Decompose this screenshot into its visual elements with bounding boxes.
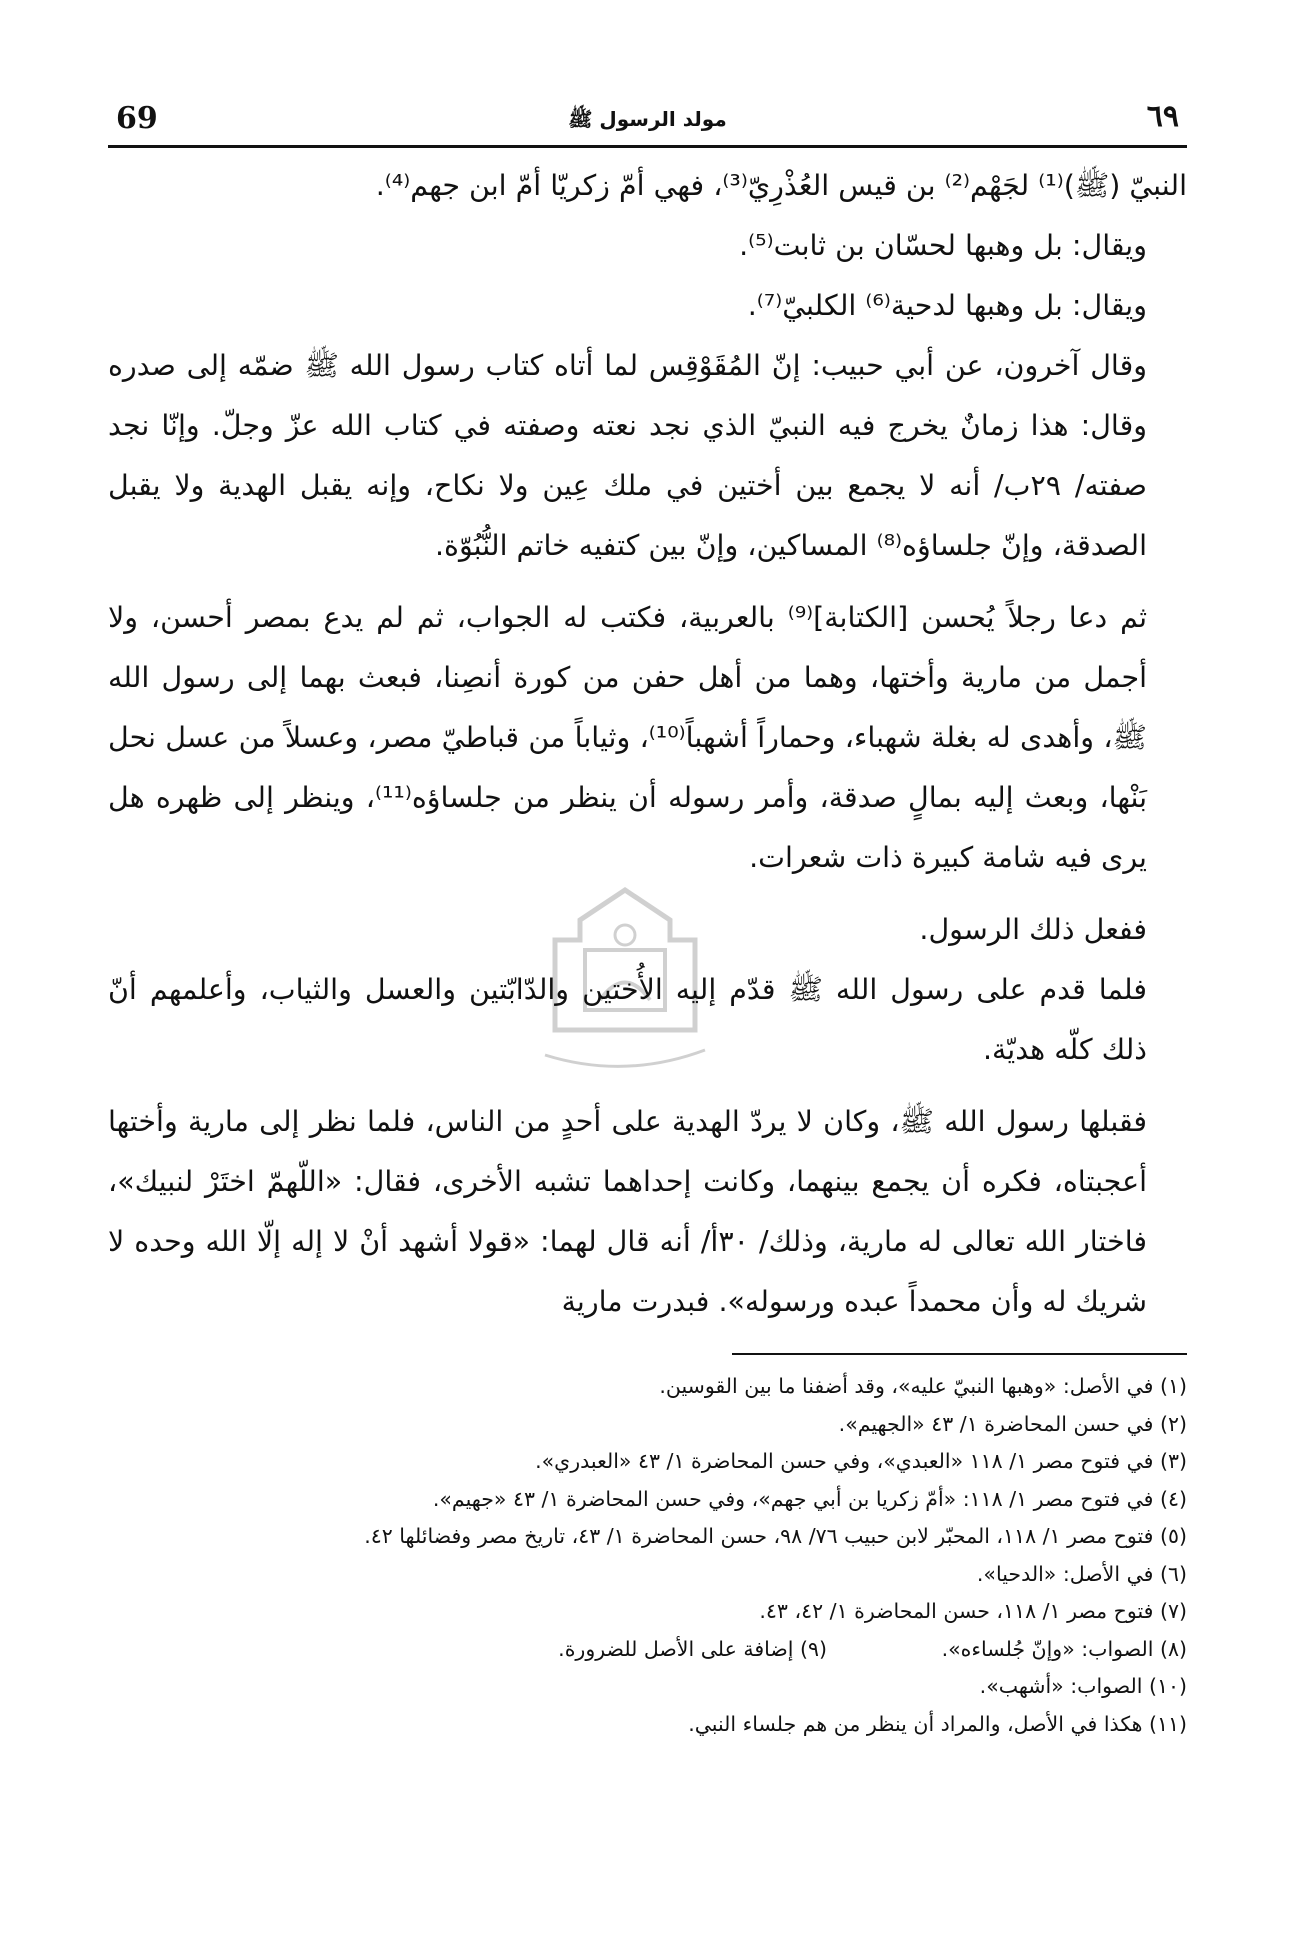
footnote-separator bbox=[732, 1353, 1187, 1355]
body-text bbox=[108, 156, 1187, 1332]
paragraph: النبيّ (ﷺ)⁽¹⁾ لجَهْم⁽²⁾ بن قيس العُذْرِيّ⁽³⁾، فهي أمّ زكريّا أمّ ابن جهم⁽⁴⁾. bbox=[375, 169, 1187, 202]
footnote: (١١) هكذا في الأصل، والمراد أن ينظر من هم جلساء النبي. bbox=[688, 1711, 1187, 1736]
watermark-emblem bbox=[530, 880, 720, 1090]
footnote: (٢) في حسن المحاضرة ١/ ٤٣ «الجهيم». bbox=[838, 1411, 1187, 1436]
paragraph: وقال آخرون، عن أبي حبيب: إنّ المُقَوْقِس لما أتاه كتاب رسول الله ﷺ ضمّه إلى صدره وقال: هذا زمانٌ يخرج فيه النبيّ الذي نجد نعته وصفته في كتاب الله عزّ وجلّ. وإنّا نجد صفته/ ٢٩ب/ أنه لا يجمع بين أختين في ملك عِين ولا نكاح، وإنه يقبل الهدية ولا يقبل الصدقة، وإنّ جلساؤه⁽⁸⁾ المساكين، وإنّ بين كتفيه خاتم النُّبُوّة. bbox=[108, 349, 1147, 562]
footnote: (٦) في الأصل: «الدحيا». bbox=[976, 1561, 1187, 1586]
footnote-row bbox=[108, 1631, 1187, 1669]
page-number-arabic: ٦٩ bbox=[1146, 99, 1179, 134]
footnote: (١) في الأصل: «وهبها النبيّ عليه»، وقد أضفنا ما بين القوسين. bbox=[659, 1374, 1187, 1398]
footnote: (٧) فتوح مصر ١/ ١١٨، حسن المحاضرة ١/ ٤٢، ٤٣. bbox=[759, 1599, 1187, 1623]
paragraph: ففعل ذلك الرسول. bbox=[919, 913, 1147, 946]
paragraph: ويقال: بل وهبها لحسّان بن ثابت⁽⁵⁾. bbox=[739, 229, 1147, 262]
footnote: (٨) الصواب: «وإنّ جُلساءه». bbox=[941, 1636, 1187, 1661]
page-number-latin: 69 bbox=[116, 101, 158, 136]
running-title: مولد الرسول ﷺ bbox=[568, 107, 727, 131]
footnote: (١٠) الصواب: «أشهب». bbox=[979, 1674, 1187, 1698]
paragraph: فلما قدم على رسول الله ﷺ قدّم إليه الأُختين والدّابّتين والعسل والثياب، وأعلمهم أنّ ذلك كلّه هديّة. bbox=[108, 973, 1147, 1066]
paragraph: ثم دعا رجلاً يُحسن [الكتابة]⁽⁹⁾ بالعربية، فكتب له الجواب، ثم لم يدع بمصر أحسن، ولا أجمل من مارية وأختها، وهما من أهل حفن من كورة أنصِنا، فبعث بهما إلى رسول الله ﷺ، وأهدى له بغلة شهباء، وحماراً أشهباً⁽¹⁰⁾، وثياباً من قباطيّ مصر، وعسلاً من عسل نحل بَنْها، وبعث إليه بمالٍ صدقة، وأمر رسوله أن ينظر من جلساؤه⁽¹¹⁾، وينظر إلى ظهره هل يرى فيه شامة كبيرة ذات شعرات. bbox=[108, 601, 1148, 874]
footnotes bbox=[108, 1368, 1187, 1743]
footnote: (٩) إضافة على الأصل للضرورة. bbox=[558, 1636, 827, 1661]
footnote: (٣) في فتوح مصر ١/ ١١٨ «العبدي»، وفي حسن المحاضرة ١/ ٤٣ «العبدري». bbox=[535, 1449, 1187, 1473]
footnote: (٤) في فتوح مصر ١/ ١١٨: «أمّ زكريا بن أبي جهم»، وفي حسن المحاضرة ١/ ٤٣ «جهيم». bbox=[432, 1486, 1187, 1511]
paragraph: فقبلها رسول الله ﷺ، وكان لا يردّ الهدية على أحدٍ من الناس، فلما نظر إلى مارية وأختها أعجبتاه، فكره أن يجمع بينهما، وكانت إحداهما تشبه الأخرى، فقال: «اللّهمّ اختَرْ لنبيك»، فاختار الله تعالى له مارية، وذلك/ ٣٠أ/ أنه قال لهما: «قولا أشهد أنْ لا إله إلّا الله وحده لا شريك له وأن محمداً عبده ورسوله». فبدرت مارية bbox=[108, 1105, 1148, 1318]
footnote: (٥) فتوح مصر ١/ ١١٨، المحبّر لابن حبيب ٧٦/ ٩٨، حسن المحاضرة ١/ ٤٣، تاريخ مصر وفضائلها ٤٢. bbox=[364, 1524, 1187, 1548]
page-header bbox=[108, 95, 1187, 148]
paragraph: ويقال: بل وهبها لدحية⁽⁶⁾ الكلبيّ⁽⁷⁾. bbox=[747, 289, 1147, 322]
